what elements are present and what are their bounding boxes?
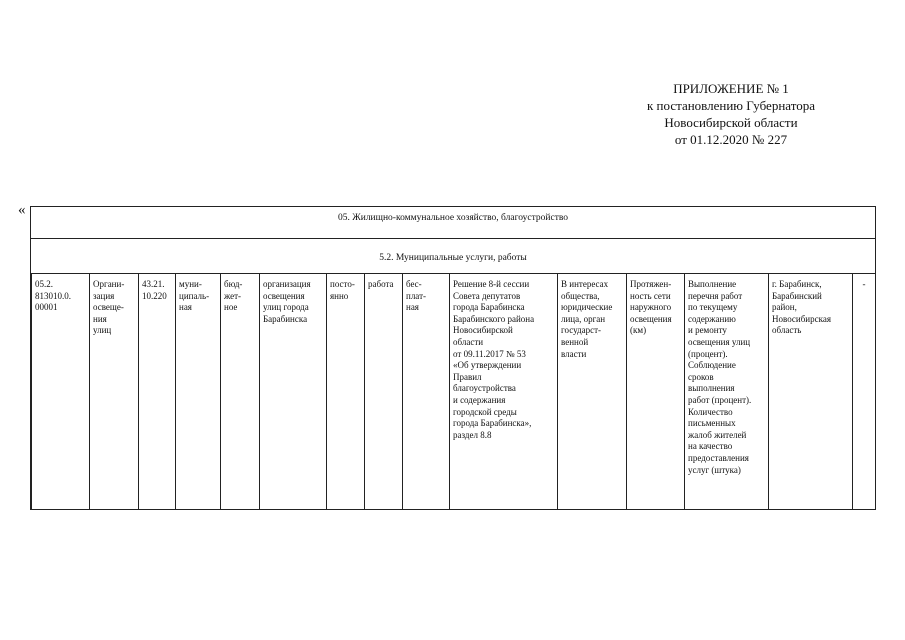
cell-legal-basis-text: Решение 8-й сессии Совета депутатов города Барабинска Барабинского района Новосибирской области от 09.11.2017 № 53 «Об утверждении Правил благоустройства и содержания городской среды города Барабинска», раздел 8.8 [453, 279, 535, 440]
appendix-line-resolution: к постановлению Губернатора [646, 98, 816, 113]
cell-service-name [89, 274, 138, 510]
appendix-line-date-number: от 01.12.2020 № 227 [674, 132, 788, 147]
subsection-header-row [31, 239, 875, 274]
appendix-title: ПРИЛОЖЕНИЕ № 1 [673, 81, 789, 96]
cell-location-text: г. Барабинск, Барабинский район, Новосибирская область [772, 279, 831, 336]
section-title: 05. Жилищно-коммунальное хозяйство, благоустройство [337, 213, 569, 223]
cell-type [364, 274, 402, 510]
subsection-title: 5.2. Муниципальные услуги, работы [379, 253, 527, 263]
cell-notes [852, 274, 875, 510]
cell-okved-code [138, 274, 175, 510]
cell-conditions-text: посто- янно [330, 279, 355, 301]
cell-institution-type-text: муни- ципаль- ная [179, 279, 210, 313]
opening-quote-mark: « [18, 202, 26, 218]
cell-service-name-text: Органи- зация освеще- ния улиц [93, 279, 125, 336]
cell-okved-code-text: 43.21. 10.220 [142, 279, 167, 301]
registry-table [30, 206, 876, 510]
appendix-line-region: Новосибирской области [664, 115, 798, 130]
cell-quality-indicators [684, 274, 768, 510]
cell-registry-code-text: 05.2. 813010.0. 00001 [35, 279, 71, 313]
appendix-header [600, 80, 862, 148]
cell-conditions [326, 274, 364, 510]
cell-institution-kind [220, 274, 259, 510]
cell-institution-type [175, 274, 220, 510]
cell-institution-kind-text: бюд- жет- ное [224, 279, 243, 313]
cell-notes-text: - [862, 279, 866, 289]
cell-payment-text: бес- плат- ная [406, 279, 426, 313]
cell-content [259, 274, 326, 510]
cell-location [768, 274, 852, 510]
cell-payment [402, 274, 449, 510]
cell-type-text: работа [368, 279, 394, 289]
cell-consumers-text: В интересах общества, юридические лица, орган государст- венной власти [561, 279, 613, 359]
cell-volume-indicator-text: Протяжен- ность сети наружного освещения (км) [630, 279, 672, 336]
section-header-row [31, 207, 875, 239]
cell-quality-indicators-text: Выполнение перечня работ по текущему содержанию и ремонту освещения улиц (процент). Соблюдение сроков выполнения работ (процент). Количество письменных жалоб жителей на качество предоставления услуг (штука) [688, 279, 752, 475]
cell-consumers [557, 274, 626, 510]
cell-content-text: организация освещения улиц города Барабинска [263, 279, 311, 324]
cell-registry-code [31, 274, 89, 510]
cell-legal-basis [449, 274, 557, 510]
cell-volume-indicator [626, 274, 684, 510]
